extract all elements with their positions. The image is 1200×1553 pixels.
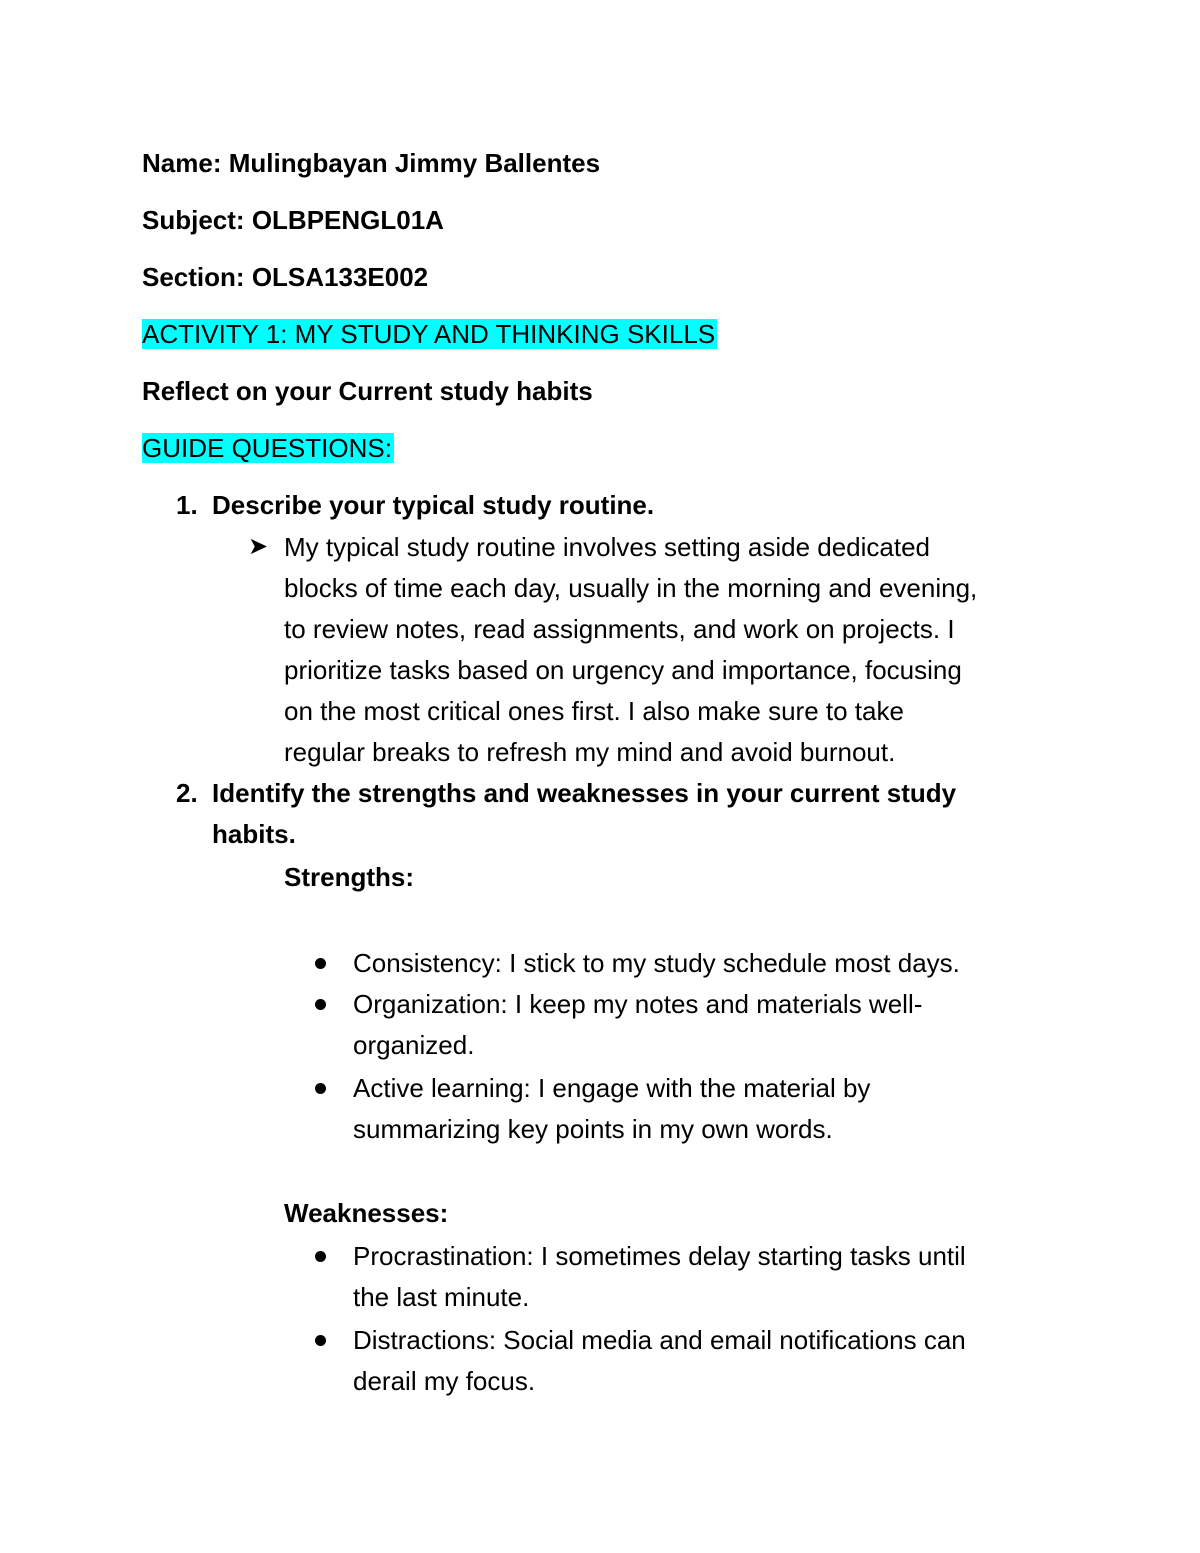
question-2-number: 2.	[176, 778, 198, 808]
answer-1-line: regular breaks to refresh my mind and avoid burnout.	[284, 737, 896, 767]
question-2-text: habits.	[212, 819, 296, 849]
weakness-item-continued: the last minute.	[353, 1282, 530, 1312]
strength-item-continued: organized.	[353, 1030, 475, 1060]
activity-title-line	[142, 317, 717, 351]
name-label: Name:	[142, 148, 222, 178]
section-label: Section:	[142, 262, 245, 292]
weaknesses-label: Weaknesses:	[284, 1198, 449, 1228]
weakness-item-continued: derail my focus.	[353, 1366, 536, 1396]
subject-label: Subject:	[142, 205, 245, 235]
bullet-icon	[315, 958, 326, 969]
question-2-text: Identify the strengths and weaknesses in your current study	[212, 778, 957, 808]
question-1-text: Describe your typical study routine.	[212, 490, 655, 520]
strength-item: Organization: I keep my notes and materials well-	[353, 989, 923, 1019]
answer-1-line: on the most critical ones first. I also make sure to take	[284, 696, 904, 726]
bullet-icon	[315, 999, 326, 1010]
strength-item-continued: summarizing key points in my own words.	[353, 1114, 833, 1144]
subject-line	[142, 203, 444, 237]
question-1-number: 1.	[176, 490, 198, 520]
guide-heading: GUIDE QUESTIONS:	[142, 433, 392, 463]
weakness-item: Procrastination: I sometimes delay starting tasks until	[353, 1241, 966, 1271]
activity-title: ACTIVITY 1: MY STUDY AND THINKING SKILLS	[142, 319, 716, 349]
strength-item: Consistency: I stick to my study schedule most days.	[353, 948, 960, 978]
strength-item: Active learning: I engage with the material by	[353, 1073, 871, 1103]
arrow-bullet-icon: ➤	[248, 533, 269, 560]
answer-1-line: My typical study routine involves setting aside dedicated	[284, 532, 931, 562]
name-value: Mulingbayan Jimmy Ballentes	[228, 148, 601, 178]
weakness-item: Distractions: Social media and email notifications can	[353, 1325, 966, 1355]
section-line	[142, 260, 428, 294]
answer-1-line: blocks of time each day, usually in the morning and evening,	[284, 573, 978, 603]
bullet-icon	[315, 1083, 326, 1094]
name-line	[142, 146, 600, 180]
bullet-icon	[315, 1251, 326, 1262]
answer-1-line: to review notes, read assignments, and work on projects. I	[284, 614, 955, 644]
strengths-label: Strengths:	[284, 862, 414, 892]
guide-heading-line	[142, 431, 394, 465]
reflect-heading: Reflect on your Current study habits	[142, 376, 593, 406]
bullet-icon	[315, 1335, 326, 1346]
section-value: OLSA133E002	[251, 262, 429, 292]
subject-value: OLBPENGL01A	[251, 205, 444, 235]
answer-1-line: prioritize tasks based on urgency and importance, focusing	[284, 655, 962, 685]
